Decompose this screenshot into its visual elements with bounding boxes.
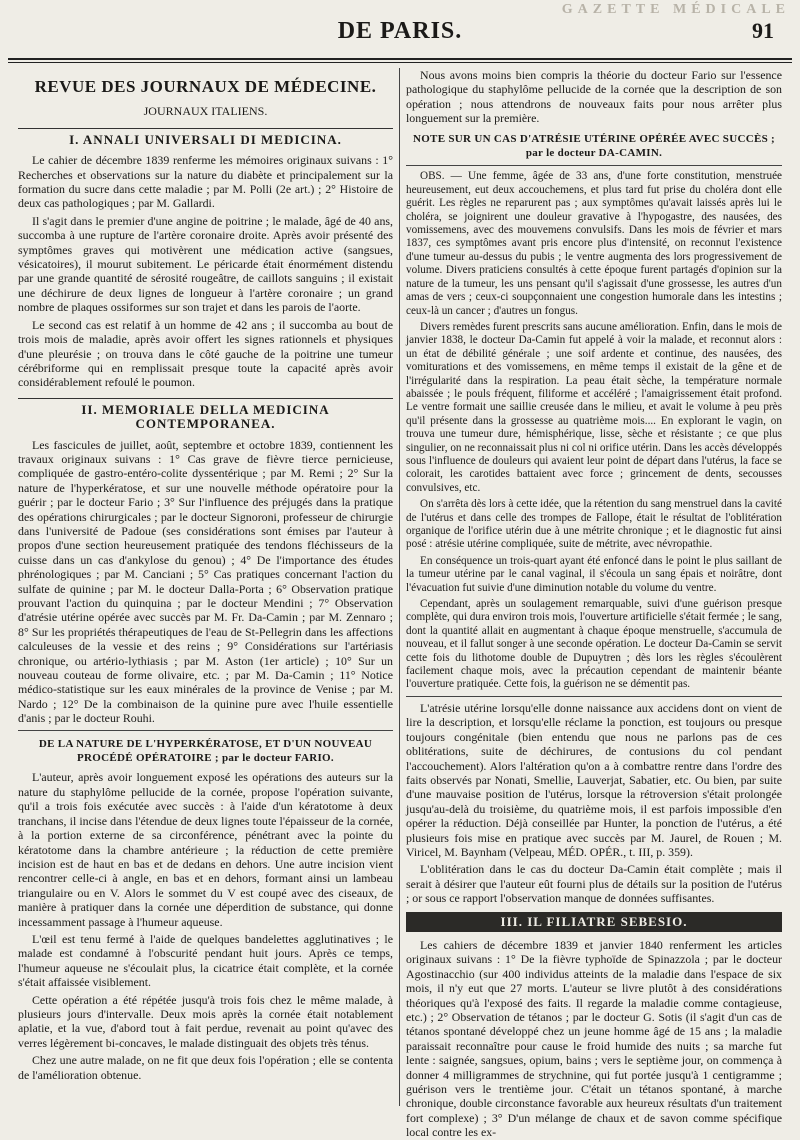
right-column — [400, 68, 788, 1140]
paragraph: L'atrésie utérine lorsqu'elle donne naissance aux accidens dont on vient de lire la description, et lorsqu'elle réclame la ponction, est toujours ou presque toujours congénitale (bien entendu que nous ne parlons pas de ces oblitérations, suite de déchirures, de contusions du col pendant l'accouchement). Alors l'altération qu'on a à combattre rentre dans l'ordre des faits observés par Nonati, Smellie, Lauverjat, Sabatier, etc. Ou bien, par suite d'une mauvaise position de l'utérus, lorsque la rétroversion s'était prolongée jusqu'au-delà du troisième, du quatrième mois, il est parfois impossible d'en opérer la réduction. Déjà conseillée par Hunter, la ponction de l'utérus, a été plusieurs fois mise en pratique avec succès par M. Jaurel, de Rouen ; M. Viricel, M. Baynham (Velpeau, MÉD. OPÉR., t. III, p. 359). — [406, 700, 782, 859]
paragraph: Cette opération a été répétée jusqu'à trois fois chez le même malade, à plusieurs jours d'intervalle. Deux mois après la cornée était notablement aplatie, et la vue, d'abord tout à fait perdue, revenait au point qu'avec des verres légèrement bi-concaves, le malade distinguait des objets très ténus. — [18, 992, 393, 1050]
paragraph: Les cahiers de décembre 1839 et janvier 1840 renferment les articles originaux suivans : 1° De la fièvre typhoïde de Spinazzola ; par le docteur Agostinacchio (sur 400 individus atteints de la maladie dans l'espace de six mois, il n'y eut que 27 morts. L'auteur se livre plutôt à des considérations théoriques qu'à l'exposé des faits. Il regarde la maladie comme contagieuse, etc.) ; 2° Observation de tétanos ; par le docteur G. Sotis (il s'agit d'un cas de tétanos spontané développé chez un jeune homme âgé de 15 ans ; la maladie paraissait reconnaître pour cause le froid humide des nuits ; sa marche fut lente : saignée, sangsues, opium, bains ; vers le septième jour, on commença à donner 4 milligrammes de strychnine, qui fut portée jusqu'à 1 centigramme ; guérison vers le trentième jour. C'était un tétanos spontané, à marche chronique, double circonstance favorable aux heureux résultats d'un traitement fort complexe) ; 3° D'un mélange de chaux et de savon comme spécifique local contre les ex- — [406, 937, 782, 1140]
paragraph: L'œil est tenu fermé à l'aide de quelques bandelettes agglutinatives ; le malade est condamné à l'obscurité pendant huit jours. Après ce temps, l'humeur aqueuse ne s'écoulait plus, la cicatrice était complète, et la cornée s'était affaissée visiblement. — [18, 931, 393, 990]
section-title-memoriale: II. MEMORIALE DELLA MEDICINA CONTEMPORANEA. — [18, 398, 393, 432]
page-header — [0, 0, 800, 60]
observation-paragraph: On s'arrêta dès lors à cette idée, que la rétention du sang menstruel dans la cavité de l'utérus et dans celle des trompes de Fallope, était le résultat de l'oblitération organique de l'orifice utérin due à une métrite chronique ; et le diagnostic fut ainsi posé : atrésie utérine compliquée, suite de métrite, avec névropathie. — [406, 498, 782, 551]
section-title-filiatre: III. IL FILIATRE SEBESIO. — [406, 912, 782, 932]
left-column — [12, 68, 400, 1106]
subsection-title-hyperkeratose: DE LA NATURE DE L'HYPERKÉRATOSE, ET D'UN NOUVEAU PROCÉDÉ OPÉRATOIRE ; par le docteur FARIO. — [38, 737, 373, 765]
observation-paragraph: En conséquence un trois-quart ayant été enfoncé dans le point le plus saillant de la tumeur utérine par le canal vaginal, il s'écoula un sang épais et noirâtre, dont l'évacuation fut suivie d'une diminution notable du volume du ventre. — [406, 554, 782, 594]
journal-title: DE PARIS. — [337, 18, 463, 44]
paragraph: Le second cas est relatif à un homme de 42 ans ; il succomba au bout de trois mois de maladie, après avoir offert les signes rationnels et physiques d'une pleurésie ; on trouva dans le côté gauche de la poitrine une tumeur cérébriforme qui en remplissait presque toute la capacité après avoir considérablement refoulé le poumon. — [18, 317, 393, 390]
divider — [18, 730, 393, 731]
paragraph: Chez une autre malade, on ne fit que deux fois l'opération ; elle se contenta de l'amélioration obtenue. — [18, 1053, 393, 1082]
paragraph: L'oblitération dans le cas du docteur Da-Camin était complète ; mais il serait à désirer que l'auteur eût fourni plus de détails sur la position de l'utérus ; or sous ce rapport l'observation manque de données suffisantes. — [406, 862, 782, 906]
observation-paragraph: OBS. — Une femme, âgée de 33 ans, d'une forte constitution, menstruée heureusement, eut deux accouchemens, et plus tard fut prise du choléra dont elle guérit. Les règles ne reparurent pas ; aux symptômes qu'avait laissés après lui le choléra, se joignirent une douleur gravative à l'hypogastre, des nausées, des vomissemens, avec des mouvemens convulsifs. Dans les mois de février et mars 1837, ces symptômes avant pris encore plus d'intensité, on reconnut l'existence d'une tumeur au-dessus du pubis ; le ventre augmenta des lors progressivement de volume. Divers praticiens consultés à cette époque furent partagés d'opinion sur la nature de la tumeur, les uns pensant qu'il s'agissait d'une grossesse, les autres d'un amas de vers ; ceux-ci soupçonnaient une congestion humorale dans les intestins ; ceux-là un cancer ; d'autres un fongus. — [406, 170, 782, 317]
article-columns — [12, 68, 788, 1140]
paragraph: Le cahier de décembre 1839 renferme les mémoires originaux suivans : 1° Recherches et observations sur la nature du diabète et principalement sur la formation du sucre dans cette maladie ; par M. Polli (2e art.) ; 2° Histoire de deux cas pathologiques ; par M. Gallardi. — [18, 153, 393, 211]
paragraph: L'auteur, après avoir longuement exposé les opérations des auteurs sur la nature du staphylôme pellucide de la cornée, propose l'opération suivante, qu'il a trois fois exécutée avec succès : à l'aide d'un kératotome à deux tranchans, il incise dans l'étendue de deux lignes toute l'épaisseur de la cornée, à la portion externe de sa circonférence, pénétrant avec la pointe du kératotome dans la chambre antérieure ; la réduction de cette première incision est de haut en bas et de dedans en dehors. Une autre incision vient rencontrer celle-ci à angle, en bas et en dehors, formant ainsi un lambeau triangulaire ou en V. Alors le sommet du V est coupé avec des ciseaux, de manière à pratiquer dans la cornée une déperdition de substance, qui donne incessamment passage à l'humeur aqueuse. — [18, 770, 393, 929]
header-rule — [8, 58, 792, 63]
section-title-annali: I. ANNALI UNIVERSALI DI MEDICINA. — [18, 128, 393, 147]
observation-paragraph: Divers remèdes furent prescrits sans aucune amélioration. Enfin, dans le mois de janvier 1838, le docteur Da-Camin fut appelé à voir la malade, et reconnut alors : un état de débilité générale ; une soif ardente et continue, des nausées, des vomiturations et des vomissemens, en même temps il existait de la gêne et de l'irrégularité dans la respiration. La peau était sèche, la température normale abaissée ; le pouls fréquent, filiforme et accéléré ; l'amaigrissement était profond. Le ventre formait une saillie creusée dans le milieu, et avait le volume à peu près qu'il présente dans la grossesse au quatrième mois.... En explorant le vagin, on trouva une tumeur dure, hémisphérique, lisse, sèche et résistante ; ce que plus singulier, on ne reconnaissait plus ni col ni orifice utérin. Dans les accès développés sous l'influence de douleurs qui avaient leur point de départ dans l'utérus, la face se colorait, les carotides battaient avec force ; grincement de dents, secousses convulsives, etc. — [406, 320, 782, 494]
review-title: REVUE DES JOURNAUX DE MÉDECINE. — [34, 77, 377, 96]
paragraph: Nous avons moins bien compris la théorie du docteur Fario sur l'essence pathologique du staphylôme pellucide de la cornée que la description de son opération ; nous attendrons de nouveaux faits pour nous arrêter plus longuement sur la première. — [406, 68, 782, 126]
observation-paragraph: Cependant, après un soulagement remarquable, suivi d'une guérison presque complète, qui dura environ trois mois, l'ouverture artificielle s'était fermée ; le sang, dont la quantité allait en augmentant à chaque époque menstruelle, s'accumula de nouveau, et il fallut songer à une seconde opération. Le docteur Da-Camin se servit cette fois du lithotome double de Dupuytren ; dès lors les règles s'écoulèrent facilement chaque mois, avec la précaution cependant de maintenir béante l'ouverture pratiquée. Cette fois, la guérison ne se démentit pas. — [406, 598, 782, 691]
case-note-title: NOTE SUR UN CAS D'ATRÉSIE UTÉRINE OPÉRÉE AVEC SUCCÈS ; par le docteur DA-CAMIN. — [412, 132, 776, 160]
divider — [406, 696, 782, 697]
paragraph: Les fascicules de juillet, août, septembre et octobre 1839, contiennent les travaux originaux suivans : 1° Cas grave de fièvre tierce pernicieuse, compliquée de gastro-entéro-colite dyssentérique ; par M. Remi ; 2° Sur la nature de l'hyperkératose, et sur une nouvelle méthode opératoire pour la guérir ; par le docteur Fario ; 3° Sur l'influence des préjugés dans la pratique des opérations chirurgicales ; par le docteur Signoroni, professeur de chirurgie dans l'université de Padoue (ses considérations sont émises par l'auteur à propos d'une section heureusement pratiquée des tendons fléchisseurs de la cuisse dans un cas d'ankylose du genou) ; 4° De l'importance des études phrénologiques ; par M. Canciani ; 5° Cas pratiques concernant l'action du sulfate de quinine ; par M. le docteur Dalla-Porta ; 6° Observation pratique prouvant l'action du quinquina ; par le docteur Mendini ; 7° Observation d'atrésie utérine opérée avec succès par M. Fr. Da-Camin ; par M. Zennaro ; 8° Sur les propriétés thérapeutiques de l'eau de St-Pellegrin dans les affections calculeuses de la vessie et des reins ; 9° Considérations sur l'artériasis chronique, ou artério-lythiasis ; par M. Aston (1er article) ; 10° Sur un nouveau couteau de forme olivaire, etc. ; par M. Da-Camin ; 11° Notice médico-statistique sur les eaux minérales de la province de Venise ; par M. Nardo ; 12° De la combinaison de la quinine pure avec l'huile essentielle d'anis ; par le docteur Rouhi. — [18, 437, 393, 726]
divider — [406, 165, 782, 166]
paragraph: Il s'agit dans le premier d'une angine de poitrine ; le malade, âgé de 40 ans, succomba à une rupture de l'artère coronaire droite. Après avoir présenté des symptômes graves qui motivèrent une médication active (sangsues, vésicatoires), il mourut subitement. Le péricarde était énormément distendu par une grande quantité de sérosité rougeâtre, de caillots sanguins ; il existait une déchirure de deux lignes de longueur à l'artère coronaire ; un grand nombre de plaques ossiformes sur son trajet et dans les parois de l'aorte. — [18, 213, 393, 315]
bleed-through-header: GAZETTE MÉDICALE — [561, 2, 790, 17]
review-subtitle: JOURNAUX ITALIENS. — [143, 104, 268, 119]
page-number: 91 — [752, 18, 774, 43]
